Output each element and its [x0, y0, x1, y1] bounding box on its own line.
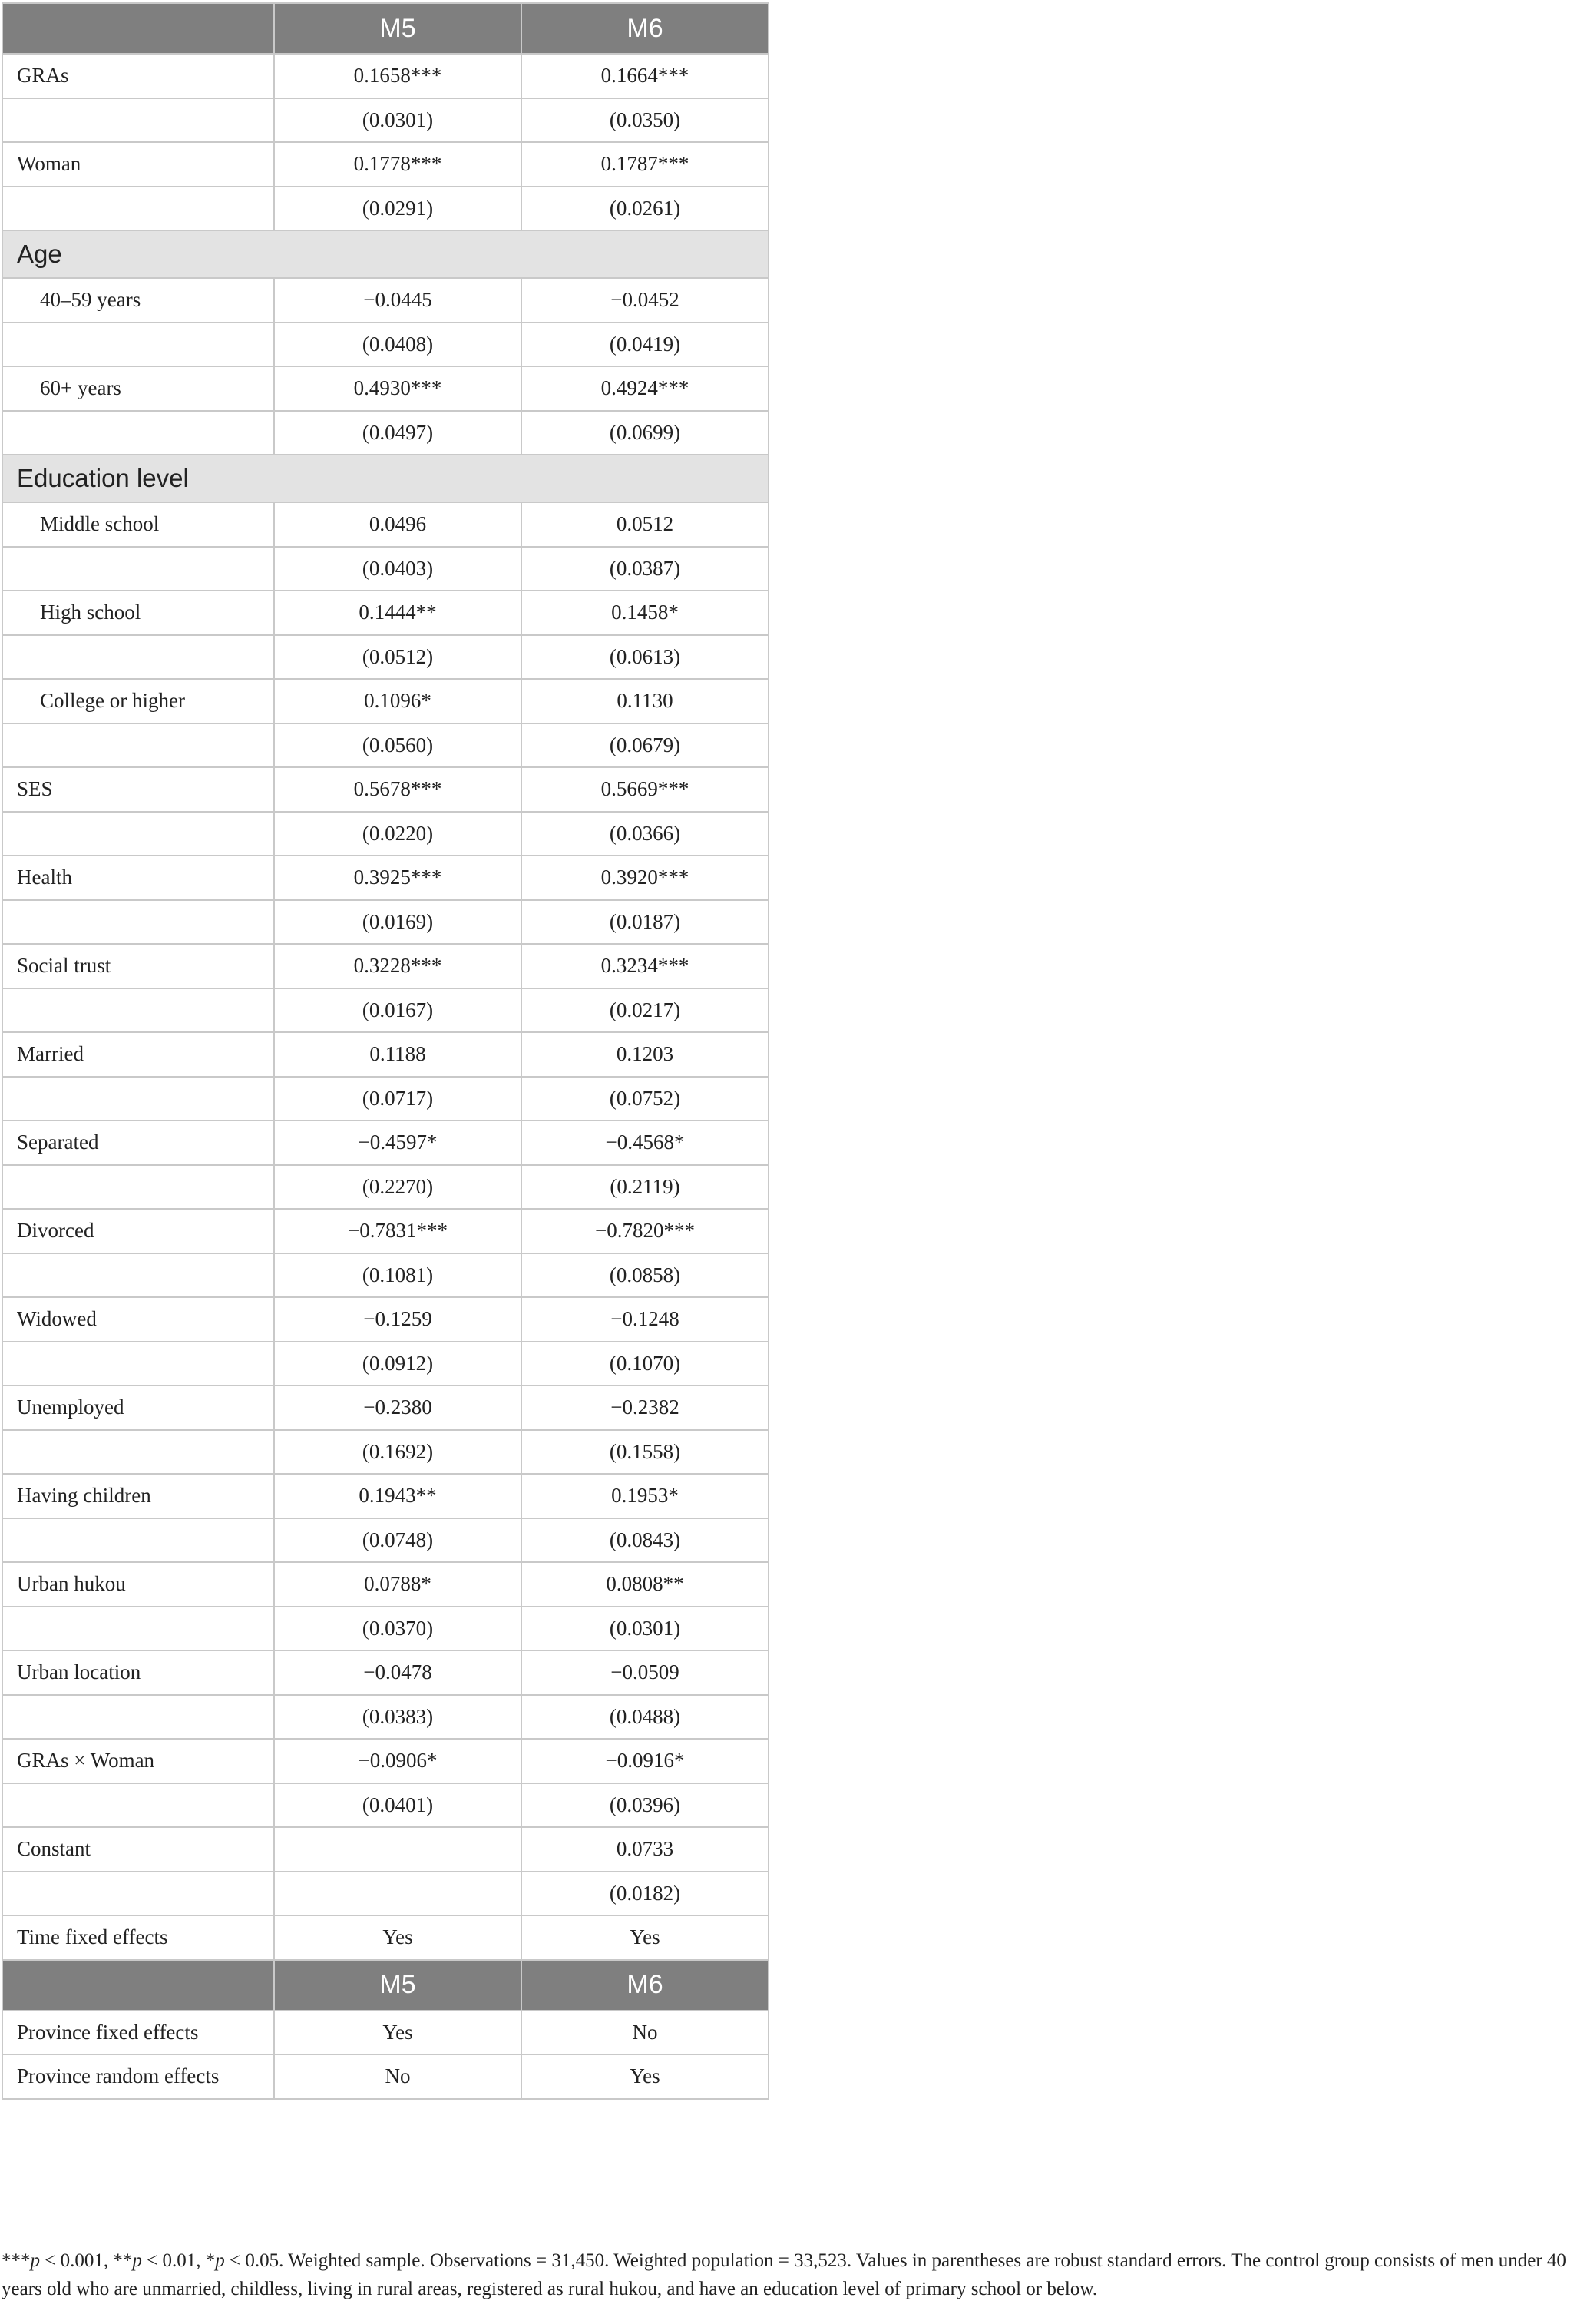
row-label: Separated	[2, 1121, 274, 1165]
row-label-empty	[2, 411, 274, 455]
m6-standard-error: (0.0182)	[521, 1872, 769, 1916]
table-row	[2, 1518, 769, 1563]
m5-coefficient: −0.1259	[274, 1297, 521, 1342]
row-label: Urban location	[2, 1650, 274, 1695]
m6-standard-error: (0.1070)	[521, 1342, 769, 1386]
m6-coefficient: 0.1953*	[521, 1474, 769, 1518]
row-label-empty	[2, 1518, 274, 1563]
m6-coefficient: −0.7820***	[521, 1209, 769, 1253]
table-row	[2, 988, 769, 1033]
row-label: Social trust	[2, 944, 274, 988]
m6-standard-error: (0.0301)	[521, 1607, 769, 1651]
footnote-p-symbol: p	[215, 2250, 225, 2271]
table-row	[2, 1695, 769, 1740]
m6-coefficient: 0.4924***	[521, 366, 769, 411]
m5-standard-error: (0.1081)	[274, 1253, 521, 1298]
m5-standard-error: (0.0220)	[274, 812, 521, 856]
row-label: 60+ years	[2, 366, 274, 411]
row-label: Constant	[2, 1827, 274, 1872]
m6-standard-error: (0.0217)	[521, 988, 769, 1033]
row-label-empty	[2, 98, 274, 143]
m5-coefficient: 0.1943**	[274, 1474, 521, 1518]
m6-value: Yes	[521, 2054, 769, 2099]
row-label-empty	[2, 1253, 274, 1298]
m6-coefficient: 0.1787***	[521, 142, 769, 187]
m6-standard-error: (0.0613)	[521, 635, 769, 680]
table-row	[2, 1739, 769, 1783]
table-row	[2, 767, 769, 812]
m6-value: Yes	[521, 1915, 769, 1960]
m5-standard-error: (0.0401)	[274, 1783, 521, 1828]
table-row	[2, 54, 769, 98]
row-label: GRAs × Woman	[2, 1739, 274, 1783]
m5-standard-error: (0.0497)	[274, 411, 521, 455]
row-label: Province fixed effects	[2, 2011, 274, 2055]
header-m5: M5	[274, 3, 521, 54]
table-row	[2, 1342, 769, 1386]
row-label-empty	[2, 547, 274, 591]
row-label: Middle school	[2, 502, 274, 547]
table-row	[2, 547, 769, 591]
row-label: Woman	[2, 142, 274, 187]
table-row	[2, 1474, 769, 1518]
m6-value: No	[521, 2011, 769, 2055]
table-row	[2, 323, 769, 367]
m6-coefficient: −0.0916*	[521, 1739, 769, 1783]
m6-coefficient: −0.0509	[521, 1650, 769, 1695]
table-row	[2, 1032, 769, 1077]
section-header-age	[2, 230, 769, 278]
row-label: Province random effects	[2, 2054, 274, 2099]
footnote-text: < 0.001,	[40, 2250, 114, 2271]
table-row	[2, 1915, 769, 1960]
header-m5: M5	[274, 1960, 521, 2011]
m6-standard-error: (0.0366)	[521, 812, 769, 856]
row-label-empty	[2, 1430, 274, 1475]
row-label: Having children	[2, 1474, 274, 1518]
table-row	[2, 1783, 769, 1828]
m6-coefficient: 0.1664***	[521, 54, 769, 98]
m5-coefficient: 0.1188	[274, 1032, 521, 1077]
table-row	[2, 1165, 769, 1210]
row-label-empty	[2, 1607, 274, 1651]
row-label: Time fixed effects	[2, 1915, 274, 1960]
m6-standard-error: (0.0261)	[521, 187, 769, 231]
row-label: Unemployed	[2, 1385, 274, 1430]
m5-coefficient: 0.5678***	[274, 767, 521, 812]
m5-coefficient	[274, 1827, 521, 1872]
header-m6: M6	[521, 3, 769, 54]
m6-coefficient: −0.4568*	[521, 1121, 769, 1165]
m6-standard-error: (0.0843)	[521, 1518, 769, 1563]
row-label: High school	[2, 591, 274, 635]
row-label: Married	[2, 1032, 274, 1077]
row-label-empty	[2, 1872, 274, 1916]
row-label-empty	[2, 1077, 274, 1121]
m5-coefficient: 0.4930***	[274, 366, 521, 411]
table-header-row	[2, 3, 769, 54]
m5-coefficient: −0.4597*	[274, 1121, 521, 1165]
m5-standard-error: (0.0560)	[274, 723, 521, 768]
m5-coefficient: 0.1658***	[274, 54, 521, 98]
m6-standard-error: (0.0396)	[521, 1783, 769, 1828]
row-label-empty	[2, 988, 274, 1033]
row-label-empty	[2, 187, 274, 231]
section-title: Education level	[2, 455, 769, 502]
table-row	[2, 1872, 769, 1916]
m5-coefficient: 0.3228***	[274, 944, 521, 988]
table-row	[2, 1562, 769, 1607]
table-row	[2, 278, 769, 323]
m5-standard-error: (0.0512)	[274, 635, 521, 680]
table-row	[2, 1607, 769, 1651]
row-label: Health	[2, 856, 274, 900]
row-label: Divorced	[2, 1209, 274, 1253]
footnote-text: < 0.01,	[141, 2250, 206, 2271]
row-label: 40–59 years	[2, 278, 274, 323]
header-m6: M6	[521, 1960, 769, 2011]
table-row	[2, 1650, 769, 1695]
m6-standard-error: (0.0858)	[521, 1253, 769, 1298]
footnote-sig-2: **	[113, 2250, 133, 2271]
m6-standard-error: (0.0752)	[521, 1077, 769, 1121]
table-row	[2, 366, 769, 411]
m6-coefficient: 0.5669***	[521, 767, 769, 812]
m5-standard-error: (0.0912)	[274, 1342, 521, 1386]
m6-coefficient: 0.1130	[521, 679, 769, 723]
table-row	[2, 411, 769, 455]
row-label: College or higher	[2, 679, 274, 723]
m6-coefficient: 0.3920***	[521, 856, 769, 900]
header-blank-cell	[2, 3, 274, 54]
footnote-text: < 0.05. Weighted sample. Observations = 31,450. Weighted population = 33,523. Values in parentheses are robust standard errors. The control group consists of men under 40 years old who are unmarried, childless, living in rural areas, registered as rural hukou, and have an education level of primary school or below.	[2, 2250, 1566, 2299]
m5-standard-error: (0.2270)	[274, 1165, 521, 1210]
table-row	[2, 944, 769, 988]
section-title: Age	[2, 230, 769, 278]
m6-standard-error: (0.0699)	[521, 411, 769, 455]
row-label-empty	[2, 1695, 274, 1740]
row-label-empty	[2, 812, 274, 856]
table-row	[2, 1209, 769, 1253]
m5-coefficient: −0.2380	[274, 1385, 521, 1430]
m6-coefficient: 0.0808**	[521, 1562, 769, 1607]
m6-standard-error: (0.0387)	[521, 547, 769, 591]
header-blank-cell	[2, 1960, 274, 2011]
m5-standard-error: (0.0408)	[274, 323, 521, 367]
table-row	[2, 1077, 769, 1121]
m5-coefficient: 0.0788*	[274, 1562, 521, 1607]
table-row	[2, 2011, 769, 2055]
m6-coefficient: 0.1458*	[521, 591, 769, 635]
m5-coefficient: −0.7831***	[274, 1209, 521, 1253]
footnote-p-symbol: p	[30, 2250, 40, 2271]
row-label-empty	[2, 1783, 274, 1828]
row-label: GRAs	[2, 54, 274, 98]
table-row	[2, 142, 769, 187]
table-row	[2, 812, 769, 856]
m5-standard-error: (0.0383)	[274, 1695, 521, 1740]
row-label-empty	[2, 635, 274, 680]
table-row	[2, 98, 769, 143]
m6-coefficient: 0.0733	[521, 1827, 769, 1872]
m5-coefficient: 0.3925***	[274, 856, 521, 900]
table-row	[2, 591, 769, 635]
m5-coefficient: −0.0478	[274, 1650, 521, 1695]
table-header-row-repeat	[2, 1960, 769, 2011]
table-row	[2, 1385, 769, 1430]
table-footnote	[2, 2246, 1583, 2303]
m6-coefficient: −0.2382	[521, 1385, 769, 1430]
row-label-empty	[2, 900, 274, 945]
table-row	[2, 723, 769, 768]
m5-standard-error: (0.0403)	[274, 547, 521, 591]
table-row	[2, 1297, 769, 1342]
table-row	[2, 1253, 769, 1298]
m5-coefficient: −0.0906*	[274, 1739, 521, 1783]
table-row	[2, 187, 769, 231]
footnote-p-symbol: p	[132, 2250, 142, 2271]
regression-table	[2, 2, 769, 2100]
m5-coefficient: 0.1778***	[274, 142, 521, 187]
m6-coefficient: 0.3234***	[521, 944, 769, 988]
m6-coefficient: −0.1248	[521, 1297, 769, 1342]
table-row	[2, 502, 769, 547]
table-row	[2, 635, 769, 680]
table-row	[2, 679, 769, 723]
m6-standard-error: (0.1558)	[521, 1430, 769, 1475]
m5-standard-error: (0.0717)	[274, 1077, 521, 1121]
m5-coefficient: −0.0445	[274, 278, 521, 323]
m5-standard-error: (0.0301)	[274, 98, 521, 143]
row-label-empty	[2, 1342, 274, 1386]
m5-coefficient: 0.0496	[274, 502, 521, 547]
m5-standard-error: (0.0748)	[274, 1518, 521, 1563]
row-label: Widowed	[2, 1297, 274, 1342]
m5-standard-error: (0.0370)	[274, 1607, 521, 1651]
m5-value: No	[274, 2054, 521, 2099]
footnote-sig-1: *	[205, 2250, 216, 2271]
m6-standard-error: (0.0679)	[521, 723, 769, 768]
m5-standard-error: (0.0291)	[274, 187, 521, 231]
table-row	[2, 1827, 769, 1872]
table-row	[2, 900, 769, 945]
row-label-empty	[2, 723, 274, 768]
m6-coefficient: 0.1203	[521, 1032, 769, 1077]
table-row	[2, 856, 769, 900]
m5-coefficient: 0.1444**	[274, 591, 521, 635]
m5-value: Yes	[274, 2011, 521, 2055]
m6-standard-error: (0.0350)	[521, 98, 769, 143]
row-label: Urban hukou	[2, 1562, 274, 1607]
m5-coefficient: 0.1096*	[274, 679, 521, 723]
m5-standard-error	[274, 1872, 521, 1916]
table-row	[2, 2054, 769, 2099]
table-row	[2, 1121, 769, 1165]
table-row	[2, 1430, 769, 1475]
row-label: SES	[2, 767, 274, 812]
footnote-sig-3: ***	[2, 2250, 31, 2271]
row-label-empty	[2, 323, 274, 367]
m5-standard-error: (0.0167)	[274, 988, 521, 1033]
m5-standard-error: (0.1692)	[274, 1430, 521, 1475]
m6-coefficient: 0.0512	[521, 502, 769, 547]
m5-value: Yes	[274, 1915, 521, 1960]
m6-coefficient: −0.0452	[521, 278, 769, 323]
m6-standard-error: (0.0419)	[521, 323, 769, 367]
m5-standard-error: (0.0169)	[274, 900, 521, 945]
m6-standard-error: (0.2119)	[521, 1165, 769, 1210]
row-label-empty	[2, 1165, 274, 1210]
section-header-education	[2, 455, 769, 502]
m6-standard-error: (0.0187)	[521, 900, 769, 945]
m6-standard-error: (0.0488)	[521, 1695, 769, 1740]
